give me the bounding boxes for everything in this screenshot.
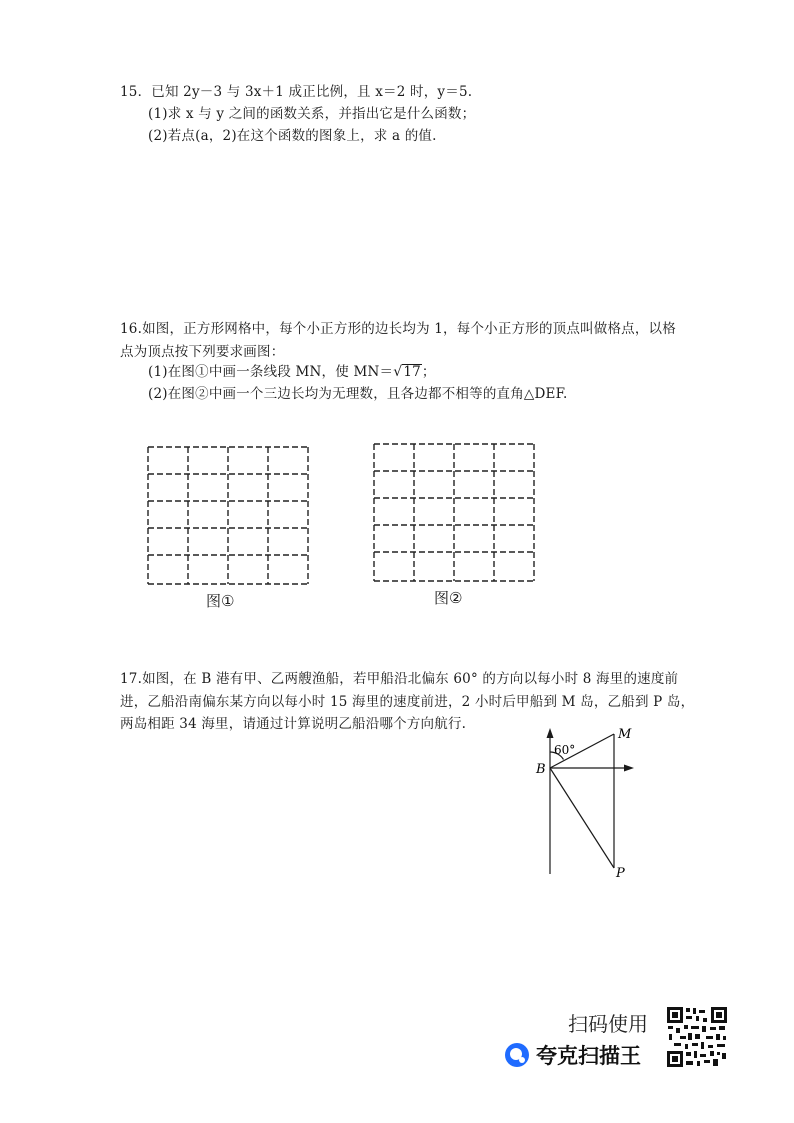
scan-to-use-text: 扫码使用 xyxy=(568,1012,648,1036)
point-P-label: P xyxy=(616,866,625,881)
qr-code-icon[interactable] xyxy=(666,1006,728,1068)
grid-figure-2 xyxy=(371,441,537,585)
brand-name: 夸克扫描王 xyxy=(536,1044,641,1068)
figure-2-caption: 图② xyxy=(434,589,463,607)
angle-label: 60° xyxy=(554,743,576,757)
east-arrow xyxy=(624,765,634,772)
segment-BP xyxy=(550,768,614,868)
figure-1-caption: 图① xyxy=(206,592,235,610)
quark-logo-icon xyxy=(504,1042,530,1068)
q15-line-3: (2)若点(a，2)在这个函数的图象上，求 a 的值. xyxy=(148,128,437,144)
q16-line-3: (1)在图①中画一条线段 MN，使 MN＝√17； xyxy=(148,364,436,380)
q17-line-3: 两岛相距 34 海里，请通过计算说明乙船沿哪个方向航行. xyxy=(120,716,467,732)
q17-line-1: 17.如图，在 B 港有甲、乙两艘渔船，若甲船沿北偏东 60° 的方向以每小时 8 海里的速度前 xyxy=(120,671,679,687)
point-B-label: B xyxy=(536,762,546,777)
q16-line-1: 16.如图，正方形网格中，每个小正方形的边长均为 1，每个小正方形的顶点叫做格点，以格 xyxy=(120,321,676,337)
north-arrow xyxy=(547,728,554,738)
brand-logo[interactable] xyxy=(504,1040,641,1070)
q17-diagram xyxy=(530,722,650,884)
q17-line-2: 进，乙船沿南偏东某方向以每小时 15 海里的速度前进，2 小时后甲船到 M 岛，乙船到 P 岛， xyxy=(120,694,695,710)
q16-line-4: (2)在图②中画一个三边长均为无理数，且各边都不相等的直角△DEF. xyxy=(148,386,568,402)
q16-radicand: 17 xyxy=(403,364,421,380)
point-M-label: M xyxy=(618,727,632,742)
q16-line-2: 点为顶点按下列要求画图： xyxy=(120,344,285,360)
q15-line-1: 15．已知 2y－3 与 3x＋1 成正比例，且 x＝2 时，y＝5. xyxy=(120,84,473,100)
grid-figure-1 xyxy=(145,444,311,588)
q16-line-3-end: ； xyxy=(421,364,436,380)
q15-line-2: (1)求 x 与 y 之间的函数关系，并指出它是什么函数； xyxy=(148,106,476,122)
q16-line-3-text: (1)在图①中画一条线段 MN，使 MN＝ xyxy=(148,364,394,380)
